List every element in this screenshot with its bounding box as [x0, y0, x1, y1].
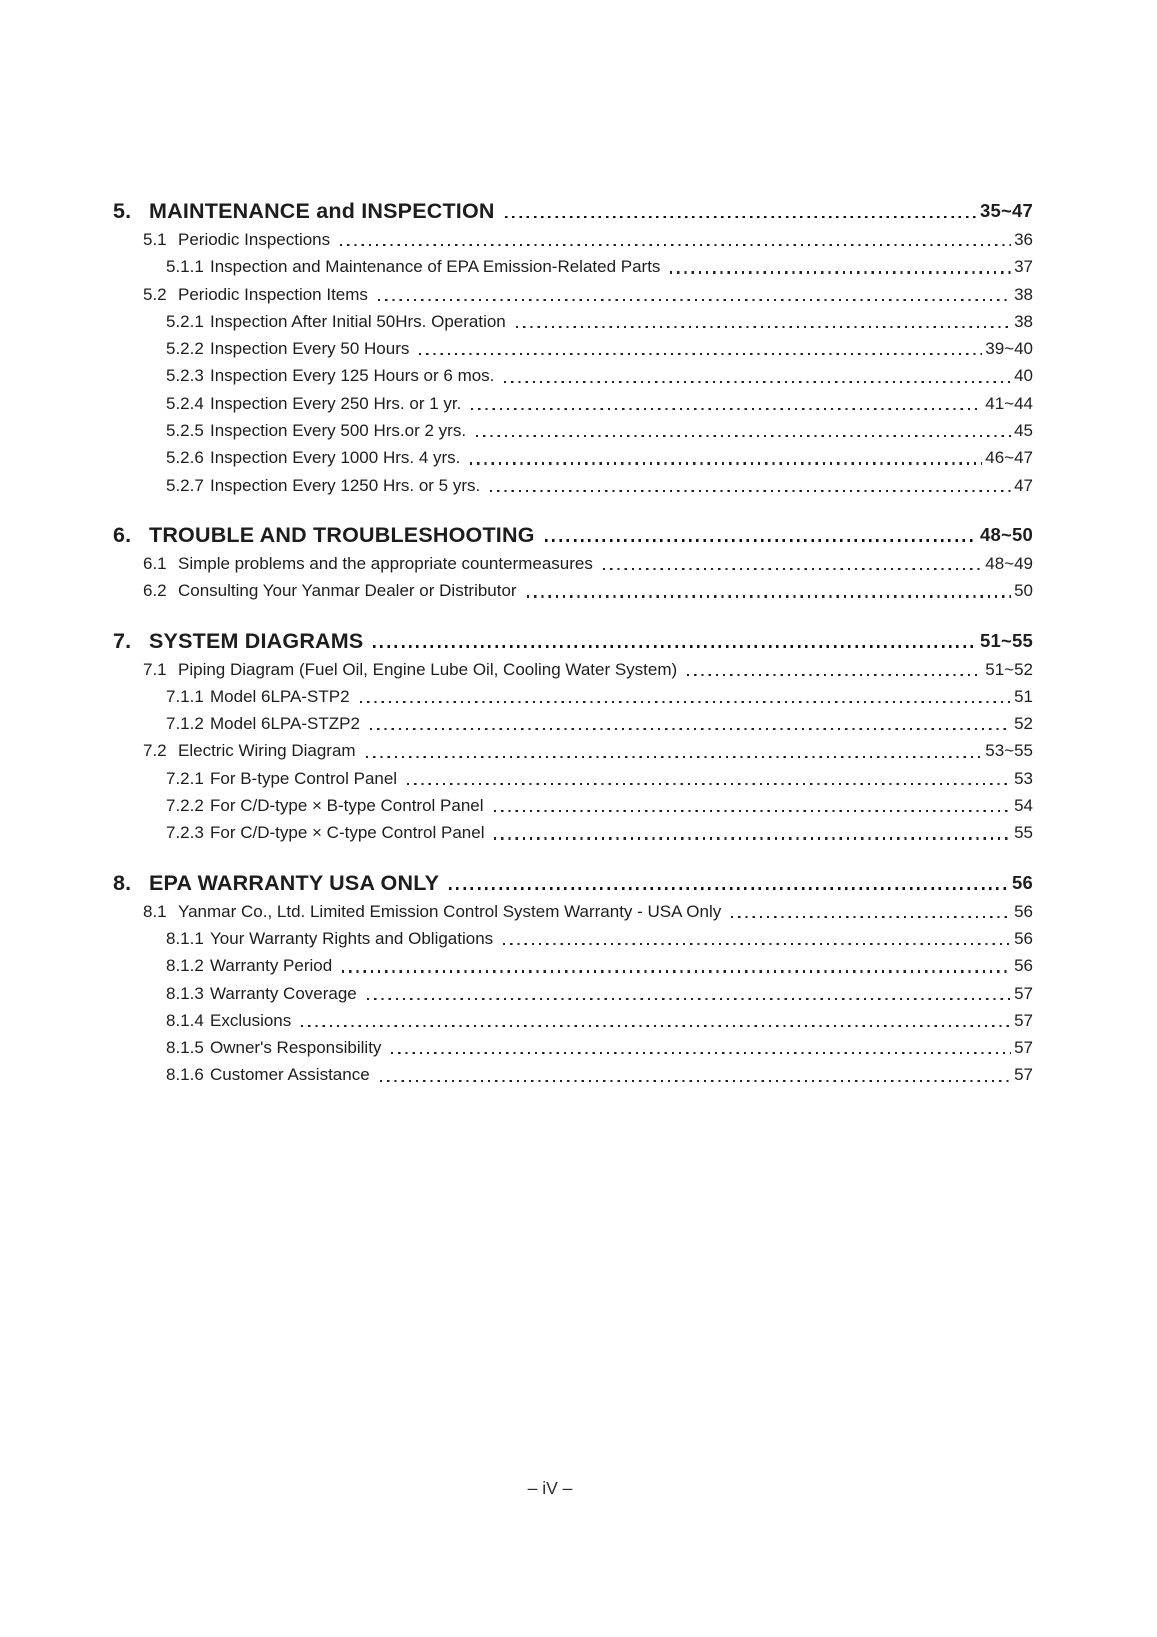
dot-leader: [670, 271, 1011, 273]
section-page-range: 56: [1012, 871, 1033, 893]
section-title: MAINTENANCE and INSPECTION: [149, 199, 495, 223]
toc-entry-row: [113, 550, 1033, 577]
entry-title: Inspection Every 1250 Hrs. or 5 yrs.: [210, 475, 481, 495]
entry-number: 5.2: [143, 284, 167, 304]
entry-number: 8.1.3: [166, 983, 204, 1003]
toc-entry-row: [113, 226, 1033, 253]
entry-number: 6.2: [143, 581, 167, 601]
entry-number: 5.2.4: [166, 393, 204, 413]
dot-leader: [545, 539, 977, 542]
dot-leader: [419, 353, 982, 355]
section-title: EPA WARRANTY USA ONLY: [149, 870, 440, 895]
entry-number: 8.1.4: [166, 1010, 204, 1030]
dot-leader: [503, 943, 1011, 945]
toc-entry-row: [113, 765, 1033, 792]
section-title: SYSTEM DIAGRAMS: [149, 628, 364, 653]
entry-title: Model 6LPA-STP2: [210, 686, 350, 706]
entry-page: 57: [1014, 983, 1033, 1003]
toc-entry-row: [113, 444, 1033, 471]
dot-leader: [301, 1025, 1011, 1027]
toc-section: [113, 626, 1033, 847]
dot-leader: [340, 244, 1011, 246]
dot-leader: [505, 216, 977, 219]
entry-title: Electric Wiring Diagram: [178, 741, 356, 761]
section-number: 7.: [113, 628, 132, 653]
entry-number: 8.1.5: [166, 1038, 204, 1058]
toc-section-items: [113, 550, 1033, 605]
entry-page: 54: [1014, 796, 1033, 816]
dot-leader: [731, 916, 1011, 918]
entry-title: Owner's Responsibility: [210, 1038, 382, 1058]
entry-page: 53~55: [985, 741, 1033, 761]
section-page-range: 48~50: [980, 523, 1033, 545]
toc-entry-row: [113, 710, 1033, 737]
dot-leader: [494, 837, 1011, 839]
entry-number: 7.1: [143, 659, 167, 679]
entry-title: Periodic Inspections: [178, 230, 331, 249]
entry-title: Consulting Your Yanmar Dealer or Distributor: [178, 581, 517, 601]
entry-number: 5.1: [143, 230, 167, 249]
table-of-contents: [113, 196, 1033, 1089]
entry-title: Simple problems and the appropriate countermeasures: [178, 553, 593, 573]
entry-title: Piping Diagram (Fuel Oil, Engine Lube Oil, Cooling Water System): [178, 659, 678, 679]
entry-page: 55: [1014, 823, 1033, 843]
entry-number: 7.1.1: [166, 686, 204, 706]
dot-leader: [360, 701, 1012, 703]
entry-page: 57: [1014, 1065, 1033, 1085]
toc-entry-row: [113, 253, 1033, 280]
dot-leader: [687, 674, 982, 676]
entry-number: 5.2.2: [166, 339, 204, 359]
dot-leader: [471, 408, 982, 410]
dot-leader: [490, 490, 1011, 492]
entry-page: 53: [1014, 768, 1033, 788]
page-number-footer: – iV –: [527, 1478, 573, 1498]
toc-entry-row: [113, 390, 1033, 417]
entry-number: 7.2.3: [166, 823, 204, 843]
entry-page: 56: [1014, 956, 1033, 976]
toc-entry-row: [113, 335, 1033, 362]
entry-page: 46~47: [985, 448, 1033, 468]
toc-entry-row: [113, 472, 1033, 499]
entry-page: 41~44: [985, 393, 1033, 413]
dot-leader: [391, 1052, 1011, 1054]
section-number: 5.: [113, 199, 132, 223]
dot-leader: [370, 728, 1011, 730]
toc-entry-row: [113, 656, 1033, 683]
toc-section-heading-row: [113, 626, 1033, 656]
dot-leader: [407, 783, 1011, 785]
toc-entry-row: [113, 952, 1033, 979]
toc-entry-row: [113, 792, 1033, 819]
toc-section: [113, 196, 1033, 499]
toc-section-items: [113, 898, 1033, 1089]
dot-leader: [366, 756, 983, 758]
entry-title: For C/D-type × B-type Control Panel: [210, 796, 484, 816]
entry-number: 5.2.6: [166, 448, 204, 468]
entry-title: Yanmar Co., Ltd. Limited Emission Control System Warranty - USA Only: [178, 901, 722, 921]
toc-entry-row: [113, 925, 1033, 952]
dot-leader: [449, 887, 1009, 890]
entry-page: 45: [1014, 421, 1033, 441]
dot-leader: [378, 299, 1011, 301]
entry-page: 56: [1014, 928, 1033, 948]
dot-leader: [342, 970, 1011, 972]
entry-number: 5.2.3: [166, 366, 204, 386]
entry-number: 8.1: [143, 901, 167, 921]
dot-leader: [470, 462, 982, 464]
entry-number: 5.2.1: [166, 311, 204, 331]
toc-entry-row: [113, 683, 1033, 710]
entry-number: 8.1.2: [166, 956, 204, 976]
section-number: 6.: [113, 522, 132, 547]
toc-entry-row: [113, 737, 1033, 764]
entry-page: 37: [1014, 257, 1033, 277]
entry-title: Your Warranty Rights and Obligations: [210, 928, 494, 948]
entry-title: Inspection Every 1000 Hrs. 4 yrs.: [210, 448, 461, 468]
entry-number: 7.1.2: [166, 714, 204, 734]
entry-page: 51: [1014, 686, 1033, 706]
toc-entry-row: [113, 819, 1033, 846]
toc-section-heading-row: [113, 196, 1033, 226]
entry-number: 8.1.6: [166, 1065, 204, 1085]
dot-leader: [504, 381, 1011, 383]
toc-entry-row: [113, 577, 1033, 604]
entry-number: 7.2.2: [166, 796, 204, 816]
entry-number: 5.1.1: [166, 257, 204, 277]
dot-leader: [527, 595, 1011, 597]
section-page-range: 51~55: [980, 629, 1033, 651]
entry-number: 7.2: [143, 741, 167, 761]
entry-page: 57: [1014, 1010, 1033, 1030]
dot-leader: [516, 326, 1011, 328]
entry-title: Inspection and Maintenance of EPA Emission-Related Parts: [210, 257, 661, 277]
toc-entry-row: [113, 898, 1033, 925]
entry-page: 52: [1014, 714, 1033, 734]
toc-section-heading-row: [113, 520, 1033, 550]
section-number: 8.: [113, 870, 132, 895]
entry-title: Customer Assistance: [210, 1065, 370, 1085]
entry-page: 48~49: [985, 553, 1033, 573]
entry-page: 38: [1014, 311, 1033, 331]
entry-title: Model 6LPA-STZP2: [210, 714, 360, 734]
entry-number: 5.2.7: [166, 475, 204, 495]
entry-title: Inspection Every 500 Hrs.or 2 yrs.: [210, 421, 467, 441]
section-title: TROUBLE AND TROUBLESHOOTING: [149, 522, 535, 547]
entry-number: 6.1: [143, 553, 167, 573]
entry-page: 57: [1014, 1038, 1033, 1058]
entry-number: 8.1.1: [166, 928, 204, 948]
toc-entry-row: [113, 1061, 1033, 1088]
toc-section: [113, 520, 1033, 605]
dot-leader: [476, 435, 1011, 437]
dot-leader: [603, 568, 982, 570]
toc-entry-row: [113, 1034, 1033, 1061]
entry-title: Exclusions: [210, 1010, 292, 1030]
entry-page: 38: [1014, 284, 1033, 304]
toc-entry-row: [113, 281, 1033, 308]
entry-title: For C/D-type × C-type Control Panel: [210, 823, 485, 843]
entry-number: 7.2.1: [166, 768, 204, 788]
toc-section-heading-row: [113, 868, 1033, 898]
toc-entry-row: [113, 980, 1033, 1007]
entry-page: 56: [1014, 901, 1033, 921]
dot-leader: [367, 998, 1011, 1000]
entry-title: Inspection After Initial 50Hrs. Operation: [210, 311, 506, 331]
section-page-range: 35~47: [980, 200, 1033, 221]
entry-page: 40: [1014, 366, 1033, 386]
dot-leader: [373, 645, 977, 648]
entry-title: For B-type Control Panel: [210, 768, 398, 788]
dot-leader: [494, 810, 1012, 812]
entry-title: Warranty Coverage: [210, 983, 357, 1003]
toc-section-items: [113, 226, 1033, 499]
toc-entry-row: [113, 1007, 1033, 1034]
entry-title: Periodic Inspection Items: [178, 284, 368, 304]
toc-entry-row: [113, 362, 1033, 389]
entry-title: Warranty Period: [210, 956, 333, 976]
entry-title: Inspection Every 250 Hrs. or 1 yr.: [210, 393, 462, 413]
entry-page: 47: [1014, 475, 1033, 495]
entry-number: 5.2.5: [166, 421, 204, 441]
toc-entry-row: [113, 417, 1033, 444]
toc-section: [113, 868, 1033, 1089]
toc-section-items: [113, 656, 1033, 847]
entry-page: 36: [1014, 230, 1033, 249]
toc-entry-row: [113, 308, 1033, 335]
entry-title: Inspection Every 125 Hours or 6 mos.: [210, 366, 495, 386]
entry-page: 50: [1014, 581, 1033, 601]
dot-leader: [380, 1080, 1011, 1082]
entry-title: Inspection Every 50 Hours: [210, 339, 410, 359]
entry-page: 39~40: [985, 339, 1033, 359]
entry-page: 51~52: [985, 659, 1033, 679]
